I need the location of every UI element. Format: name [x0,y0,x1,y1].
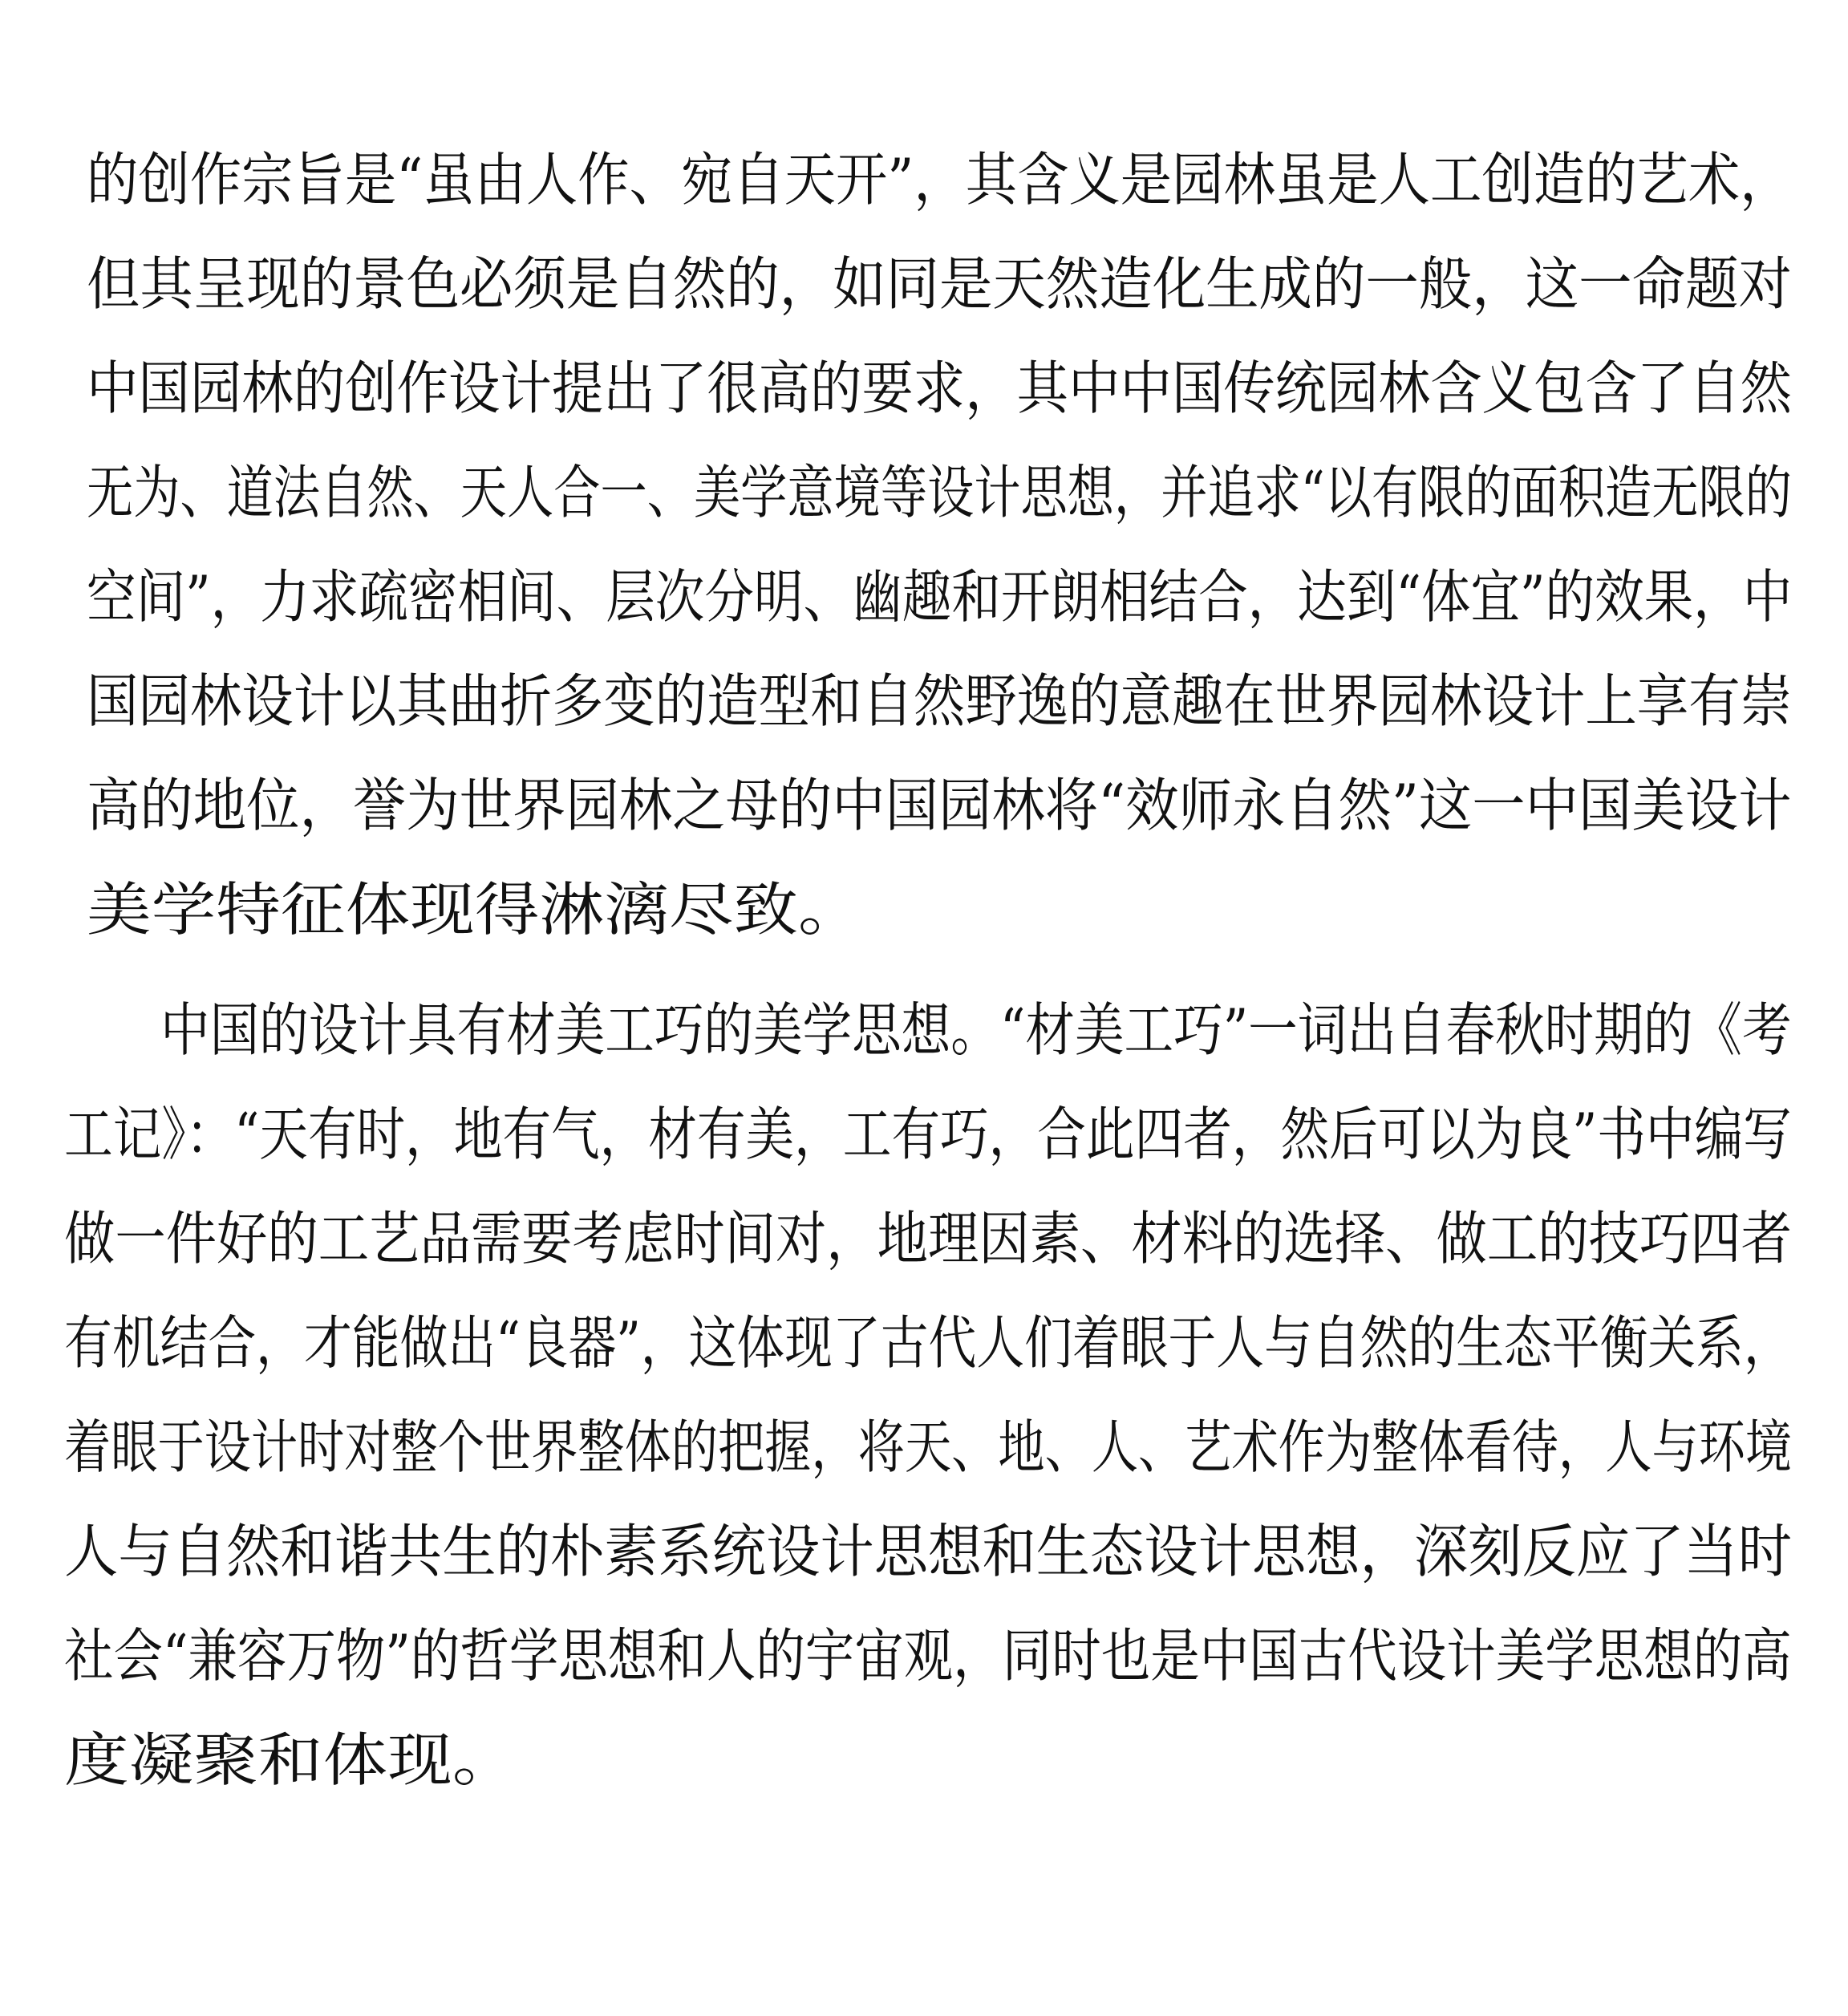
text-line: 无为、道法自然、天人合一、美学意境等设计思想，并追求“以有限的面积造无限的 [87,459,1792,526]
text-line: 高的地位，誉为世界园林之母的中国园林将“效师永自然”这一中国美设计 [87,772,1792,839]
text-line: 空间”，力求疏密相间、层次分明、幽趣和开朗相结合，达到“体宜”的效果，中 [87,563,1793,631]
text-line: 国园林设计以其曲折多变的造型和自然野逸的意趣在世界园林设计上享有崇 [87,667,1793,735]
text-line: 的创作宗旨是“虽由人作、宛自天开”，其含义是园林虽是人工创造的艺术， [87,146,1792,213]
text-line: 社会“兼容万物”的哲学思想和人的宇宙观，同时也是中国古代设计美学思想的高 [64,1622,1792,1689]
text-line: 人与自然和谐共生的朴素系统设计思想和生态设计思想，深刻反应了当时 [64,1518,1793,1585]
text-line: 工记》：“天有时，地有气，材有美，工有巧，合此四者，然后可以为良”书中编写 [64,1101,1792,1168]
text-line: 美学特征体现得淋漓尽致。 [87,876,863,943]
text-line: 做一件好的工艺品需要考虑时间对，地理因素、材料的选择、做工的技巧四者 [64,1205,1793,1272]
text-line: 中国园林的创作设计提出了很高的要求，其中中国传统园林含义包含了自然 [87,355,1793,422]
text-line: 度凝聚和体现。 [64,1726,517,1794]
text-line: 中国的设计具有材美工巧的美学思想。“材美工巧”一词出自春秋时期的《考 [160,996,1792,1064]
text-line: 着眼于设计时对整个世界整体的把握，将天、地、人、艺术作为整体看待，人与环境 [64,1414,1793,1481]
text-line: 有机结合，才能做出“良器”，这体现了古代人们着眼于人与自然的生态平衡关系， [64,1309,1792,1377]
text-line: 但其呈现的景色必须是自然的，如同是天然造化生成的一般，这一命题对 [87,250,1792,318]
